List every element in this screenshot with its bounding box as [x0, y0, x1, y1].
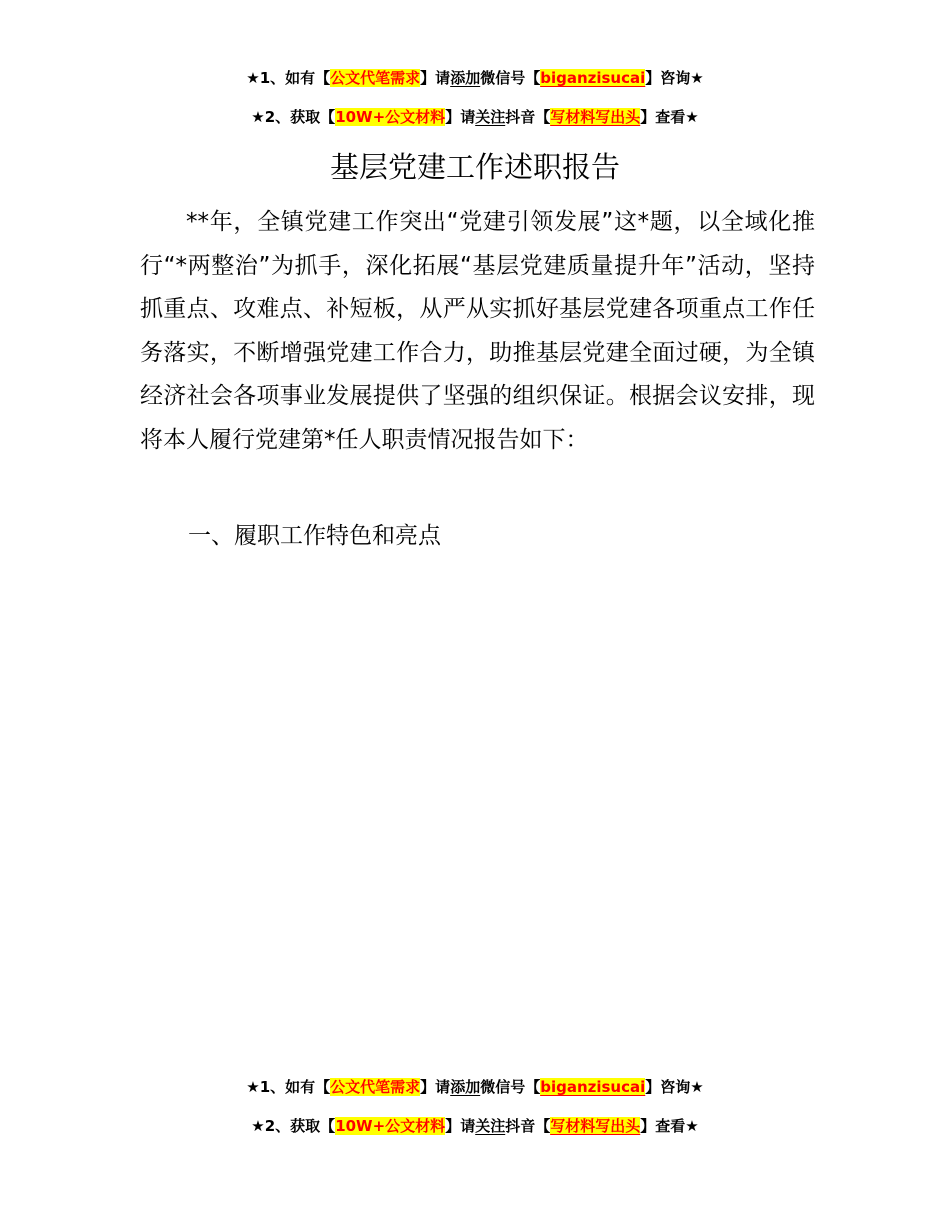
wechat-id-text: biganzisucai: [540, 69, 646, 87]
section-heading: 一、履职工作特色和亮点: [188, 523, 441, 549]
banner-text: 】请: [420, 69, 451, 87]
footer-banner-line-1: [0, 1076, 950, 1098]
underlined-text: 关注: [475, 1117, 506, 1135]
underlined-text: 添加: [450, 69, 481, 87]
banner-text: 抖音【: [505, 1117, 551, 1135]
banner-text: ★1、如有【: [246, 69, 331, 87]
banner-text: ★1、如有【: [246, 1078, 331, 1096]
underlined-text: 添加: [450, 1078, 481, 1096]
banner-text: 】咨询★: [645, 1078, 704, 1096]
body-paragraph: **年，全镇党建工作突出“党建引领发展”这*题，以全域化推行“*两整治”为抓手，深化拓展“基层党建质量提升年”活动，坚持抓重点、攻难点、补短板，从严从实抓好基层党建各项重点工作任务落实，不断增强党建工作合力，助推基层党建全面过硬，为全镇经济社会各项事业发展提供了坚强的组织保证。根据会议安排，现将本人履行党建第*任人职责情况报告如下：: [140, 209, 815, 453]
highlight-text: 公文代笔需求: [330, 69, 421, 87]
banner-text: 】查看★: [640, 108, 699, 126]
document-title: 基层党建工作述职报告: [329, 150, 620, 184]
underlined-text: 关注: [475, 108, 506, 126]
banner-text: 】请: [420, 1078, 451, 1096]
highlight-text: 公文代笔需求: [330, 1078, 421, 1096]
highlight-text: 10W+公文材料: [335, 108, 446, 126]
banner-text: 微信号【: [480, 1078, 541, 1096]
banner-text: 】查看★: [640, 1117, 699, 1135]
douyin-id-text: 写材料写出头: [550, 108, 641, 126]
header-banner-line-1: [0, 67, 950, 89]
banner-text: 】请: [445, 108, 476, 126]
banner-text: 抖音【: [505, 108, 551, 126]
footer-banner-line-2: [0, 1115, 950, 1137]
banner-text: ★2、获取【: [251, 108, 336, 126]
banner-text: 微信号【: [480, 69, 541, 87]
highlight-text: 10W+公文材料: [335, 1117, 446, 1135]
banner-text: ★2、获取【: [251, 1117, 336, 1135]
banner-text: 】咨询★: [645, 69, 704, 87]
header-banner-line-2: [0, 106, 950, 128]
banner-text: 】请: [445, 1117, 476, 1135]
wechat-id-text: biganzisucai: [540, 1078, 646, 1096]
douyin-id-text: 写材料写出头: [550, 1117, 641, 1135]
